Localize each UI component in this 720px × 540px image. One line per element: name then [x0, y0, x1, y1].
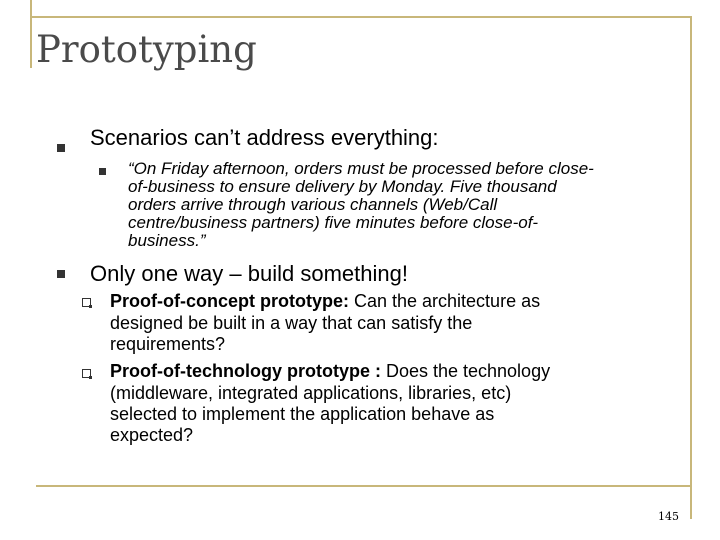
- subitem-concept-term: Proof-of-concept prototype:: [110, 291, 349, 311]
- frame-bottom-line: [36, 485, 692, 487]
- bullet-hollow-square-icon: [82, 369, 91, 378]
- subitem-technology-term: Proof-of-technology prototype :: [110, 361, 381, 381]
- frame-top-line: [32, 16, 692, 18]
- quote-line: centre/business partners) five minutes before close-of-: [128, 213, 539, 232]
- bullet-square-icon: [57, 144, 65, 152]
- subitem-technology-line: [110, 362, 550, 380]
- frame-right-line: [690, 16, 692, 519]
- subitem-concept-line: requirements?: [110, 334, 226, 354]
- quote-line: orders arrive through various channels (Web/Call: [128, 195, 498, 214]
- bullet-square-icon: [57, 270, 65, 278]
- bullet-hollow-square-icon: [82, 298, 91, 307]
- quote-line: business.”: [128, 231, 206, 250]
- subitem-concept-text: Can the architecture as: [348, 291, 541, 311]
- bullet-text-build: Only one way – build something!: [90, 261, 408, 286]
- bullet-square-icon: [99, 168, 106, 175]
- subitem-technology-text: Does the technology: [380, 361, 551, 381]
- subitem-concept-line: [110, 292, 540, 310]
- page-number: 145: [658, 510, 679, 523]
- slide-title: Prototyping: [36, 28, 257, 71]
- frame-left-line: [30, 0, 32, 68]
- subitem-concept-line: designed be built in a way that can satisfy the: [110, 313, 473, 333]
- quote-line: of-business to ensure delivery by Monday. Five thousand: [128, 177, 557, 196]
- bullet-text-scenarios: Scenarios can’t address everything:: [90, 125, 439, 150]
- subitem-technology-line: expected?: [110, 425, 194, 445]
- subitem-technology-line: (middleware, integrated applications, libraries, etc): [110, 383, 512, 403]
- quote-line: “On Friday afternoon, orders must be processed before close-: [128, 159, 594, 178]
- subitem-technology-line: selected to implement the application behave as: [110, 404, 495, 424]
